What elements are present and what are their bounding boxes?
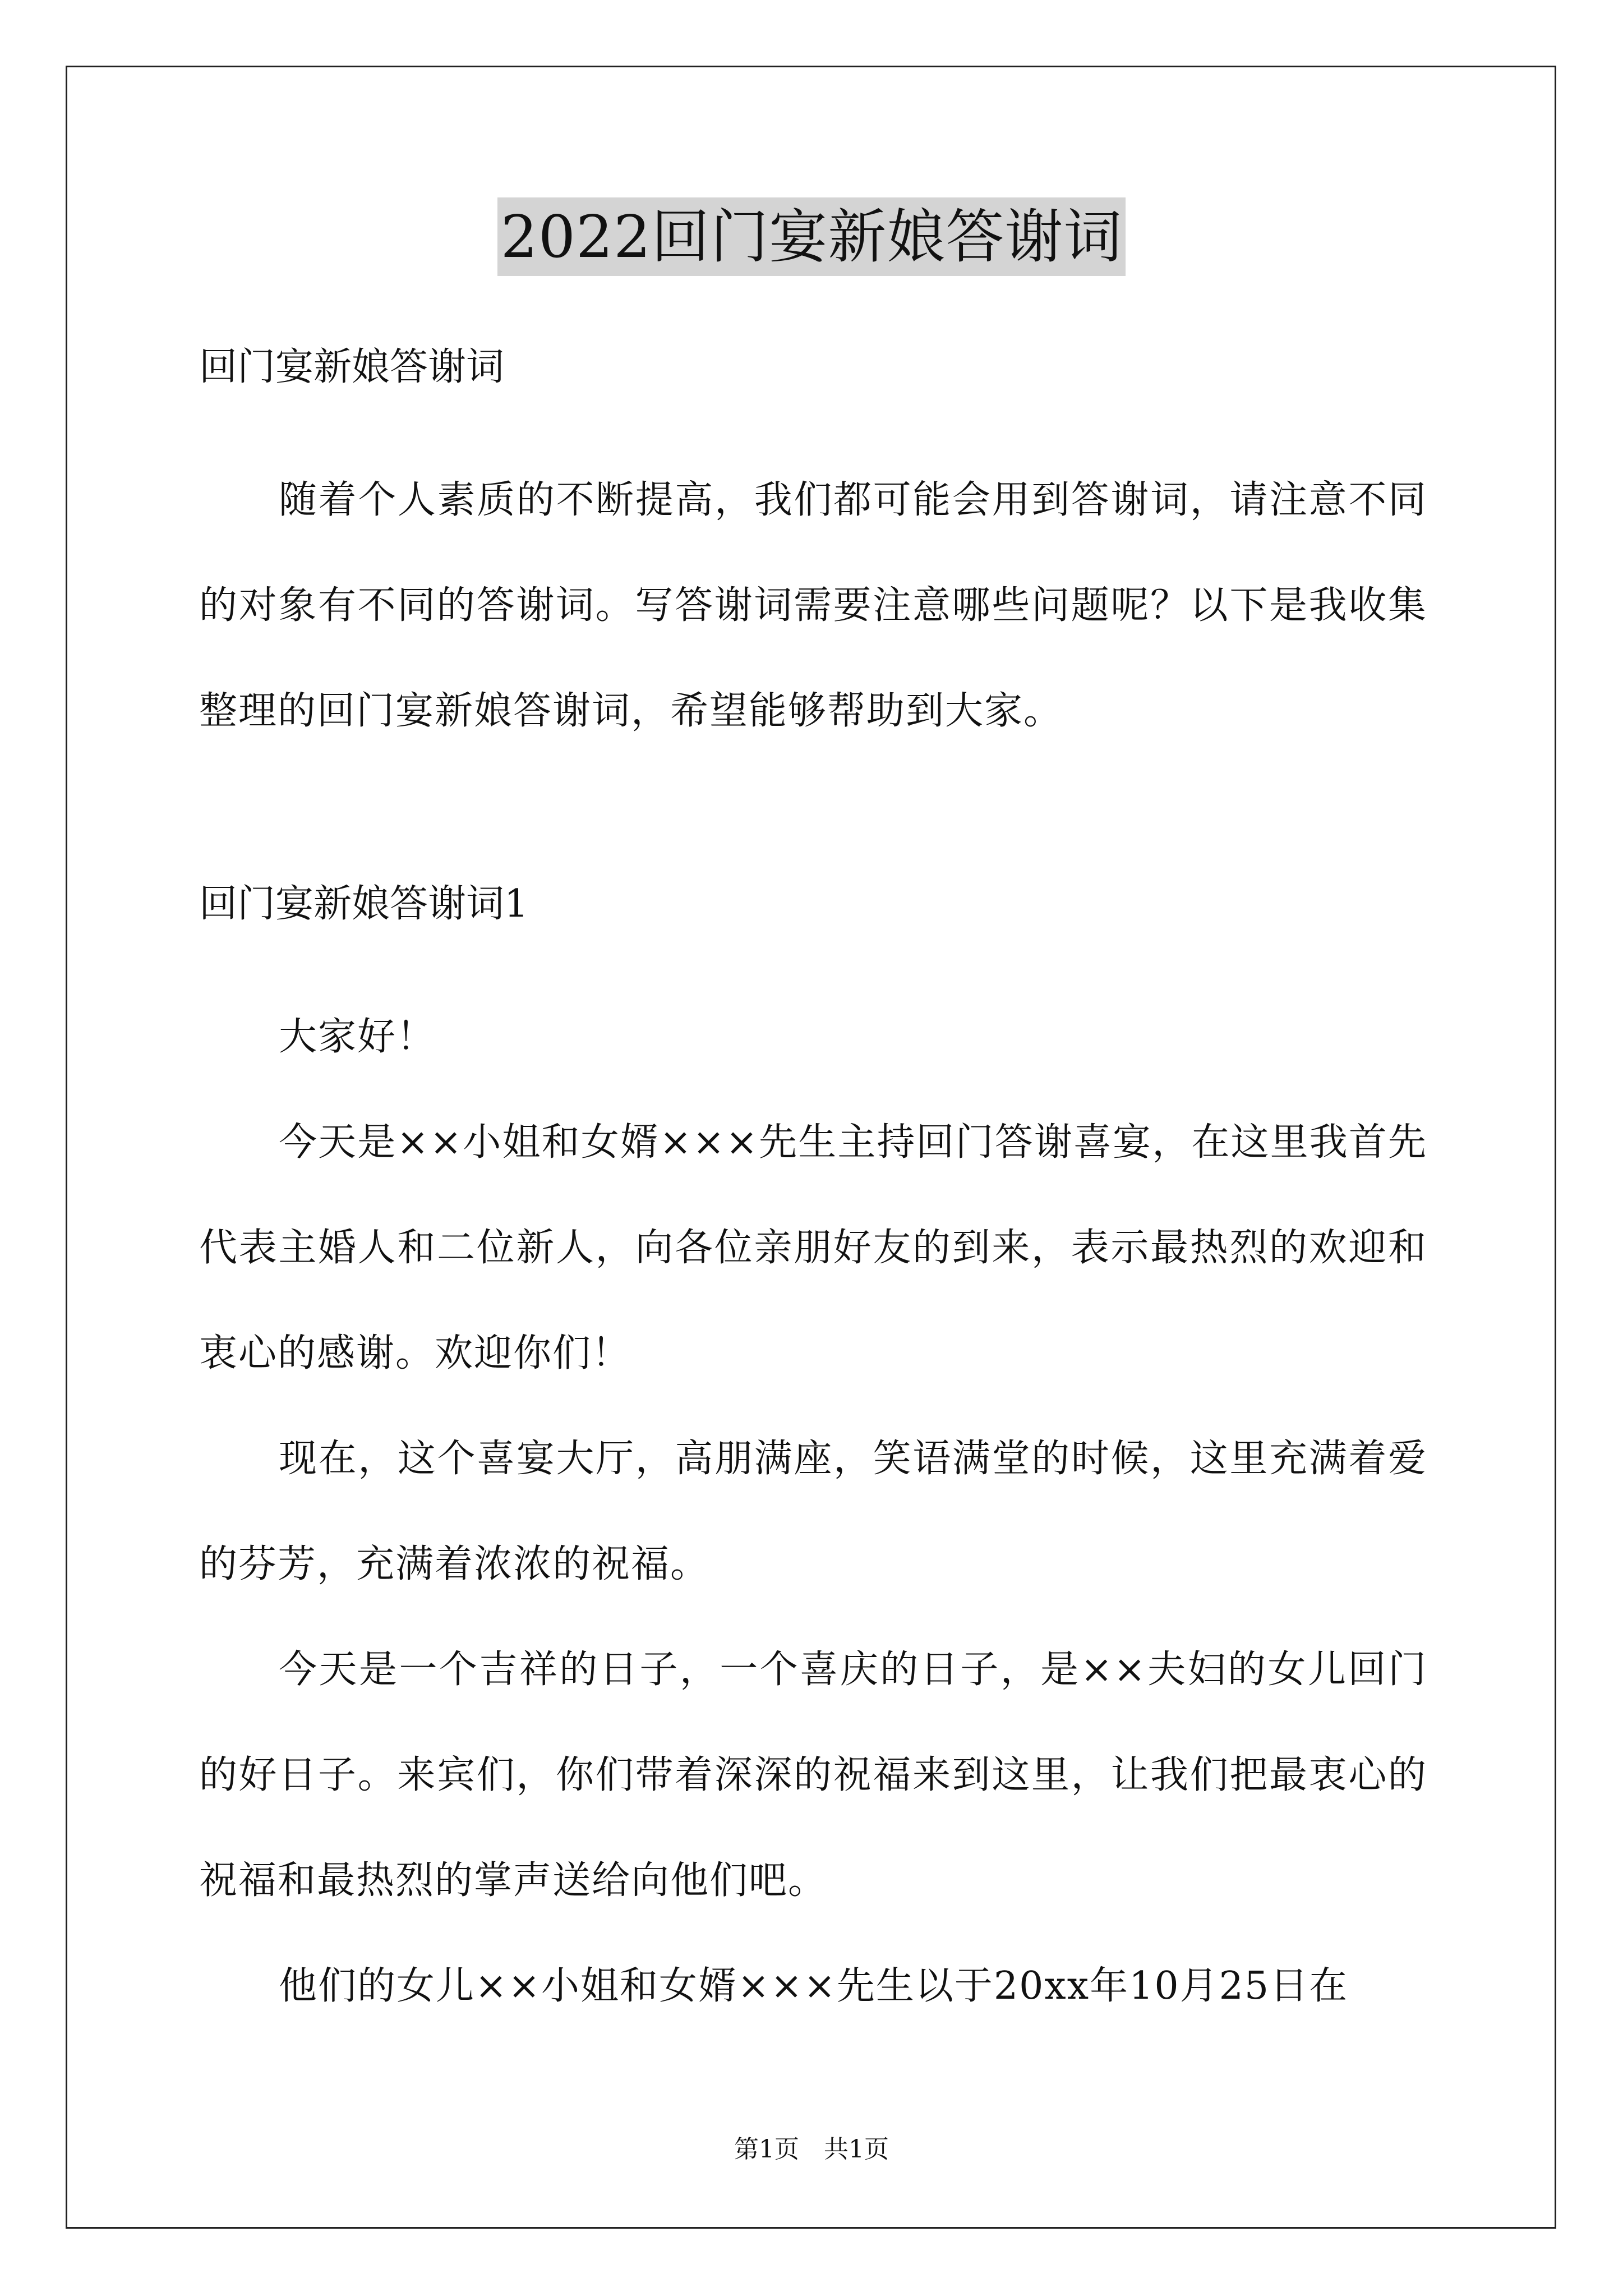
paragraph-auspicious-day: 今天是一个吉祥的日子，一个喜庆的日子，是××夫妇的女儿回门的好日子。来宾们，你们带着深深的祝福来到这里，让我们把最衷心的祝福和最热烈的掌声送给向他们吧。 (199, 1648, 1427, 1903)
paragraph-welcome: 今天是××小姐和女婿×××先生主持回门答谢喜宴，在这里我首先代表主婚人和二位新人，向各位亲朋好友的到来，表示最热烈的欢迎和衷心的感谢。欢迎你们！ (199, 1120, 1427, 1375)
page-footer: 第1页 共1页 (734, 2135, 889, 2164)
paragraph-couple: 他们的女儿××小姐和女婿×××先生以于20xx年10月25日在 (279, 1964, 1349, 2008)
title-container (0, 197, 1623, 276)
paragraph-greeting: 大家好！ (279, 1015, 436, 1059)
paragraph-hall: 现在，这个喜宴大厅，高朋满座，笑语满堂的时候，这里充满着爱的芬芳，充满着浓浓的祝福。 (199, 1437, 1427, 1586)
document-body (199, 342, 1427, 2039)
section-heading: 回门宴新娘答谢词1 (199, 882, 529, 926)
intro-heading: 回门宴新娘答谢词 (199, 345, 505, 389)
intro-paragraph: 随着个人素质的不断提高，我们都可能会用到答谢词，请注意不同的对象有不同的答谢词。写答谢词需要注意哪些问题呢？以下是我收集整理的回门宴新娘答谢词，希望能够帮助到大家。 (199, 478, 1427, 733)
document-title: 2022回门宴新娘答谢词 (497, 197, 1126, 276)
